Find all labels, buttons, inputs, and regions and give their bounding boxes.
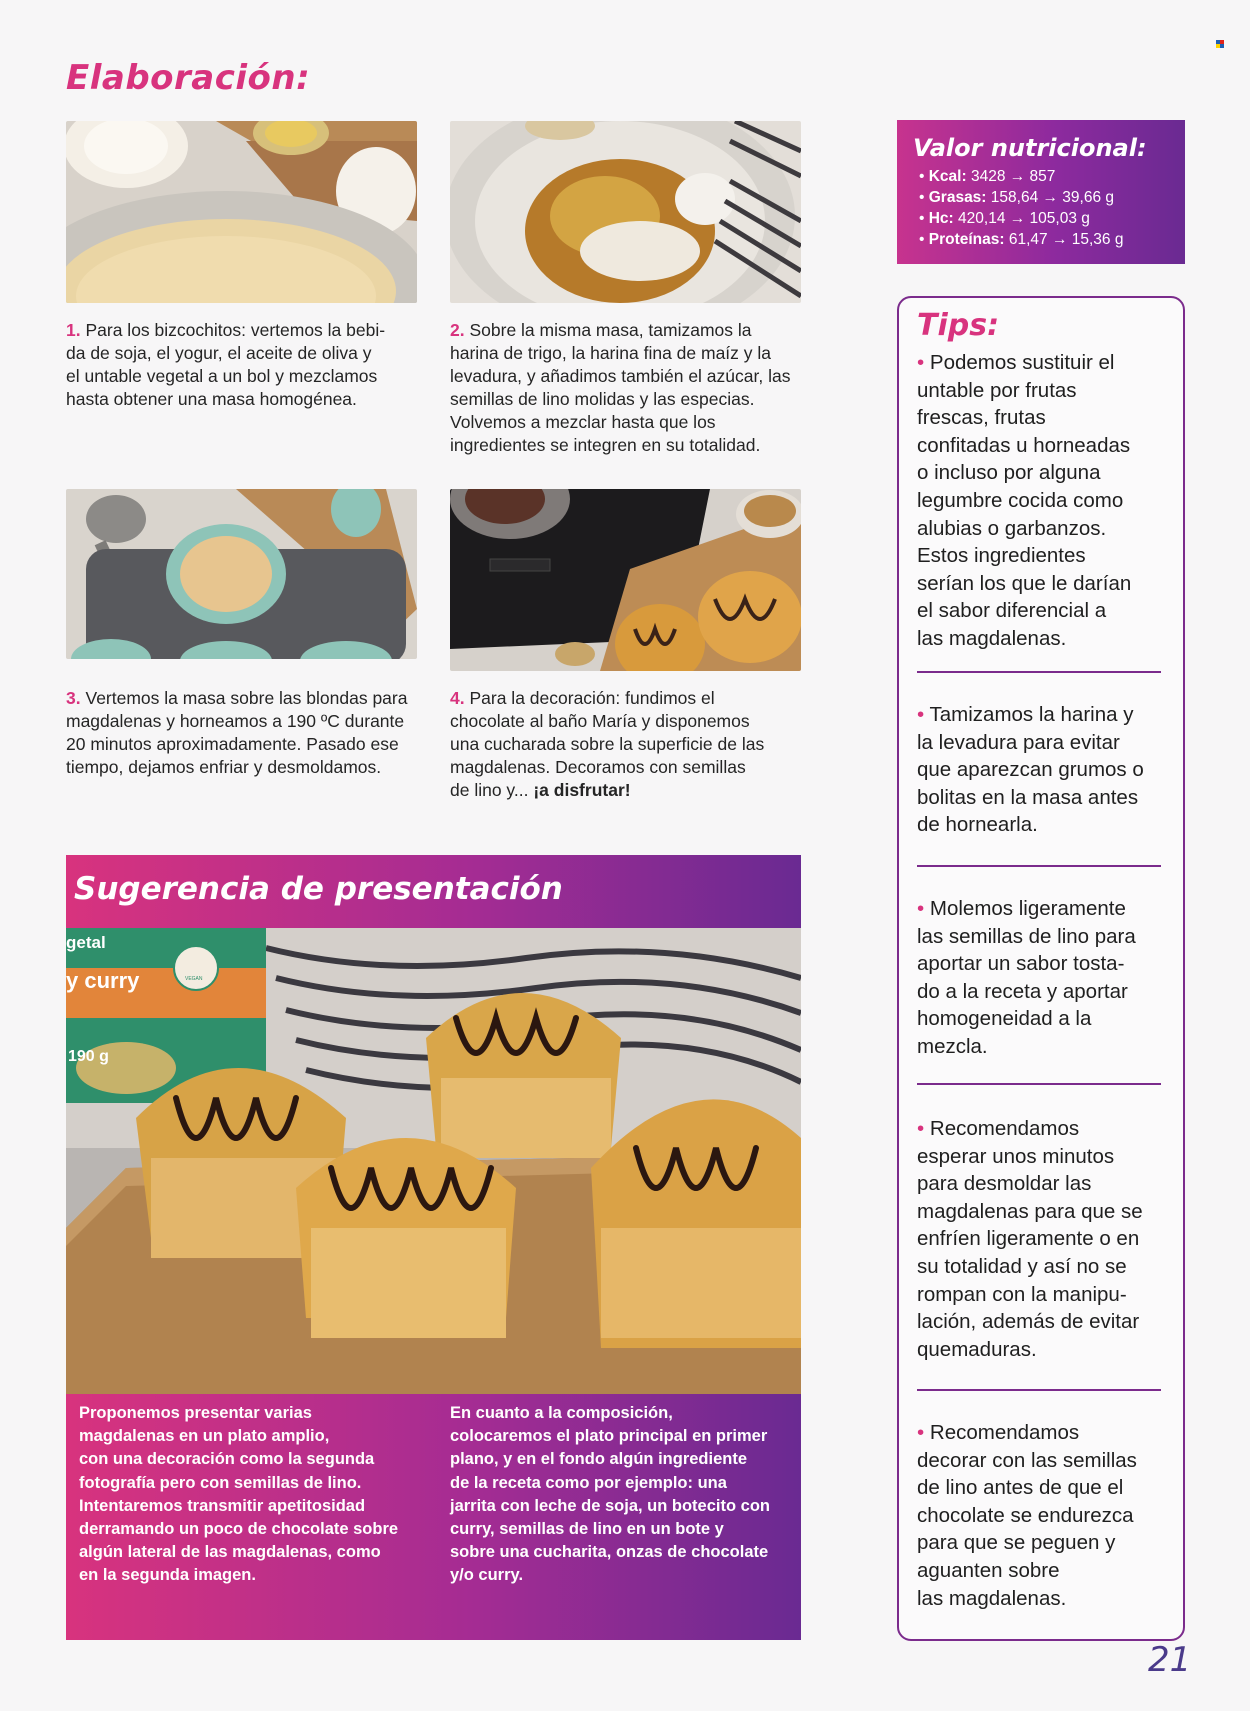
bullet-icon: • bbox=[917, 1421, 925, 1444]
tip-item: • Tamizamos la harina y la levadura para evitar que aparezcan grumos o bolitas en la masa antes de hornearla. bbox=[917, 703, 1144, 837]
tips-divider bbox=[917, 1389, 1161, 1391]
tips-divider bbox=[917, 671, 1161, 673]
tip-item: • Molemos ligeramente las semillas de lino para aportar un sabor tosta- do a la receta y aportar homogeneidad a la mezcla. bbox=[917, 897, 1136, 1058]
nutrition-item-kcal: • Kcal: 3428 → 857 bbox=[919, 168, 1056, 185]
package-label: 190 g bbox=[68, 1048, 109, 1065]
presentation-text-left: Proponemos presentar varias magdalenas en un plato amplio, con una decoración como la segunda fotografía pero con semillas de lino. Intentaremos transmitir apetitosidad derramando un poco de chocolate sobre algún lateral de las magdalenas, como en la segunda imagen. bbox=[79, 1404, 399, 1585]
tip-item: • Recomendamos esperar unos minutos para desmoldar las magdalenas para que se enfríen ligeramente o en su totalidad y así no se rompan con la manipu- lación, además de evitar quemaduras. bbox=[917, 1117, 1143, 1361]
step-2-photo bbox=[450, 121, 801, 303]
bullet-icon: • bbox=[917, 351, 925, 374]
presentation-photo bbox=[66, 928, 801, 1394]
step-number: 1. bbox=[66, 320, 81, 340]
tips-divider bbox=[917, 865, 1161, 867]
tip-item: • Podemos sustituir el untable por frutas frescas, frutas confitadas u horneadas o incluso por alguna legumbre cocida como alubias o garbanzos. Estos ingredientes serían los que le darían el sabor diferencial a las magdalenas. bbox=[917, 351, 1132, 650]
bullet-icon: • bbox=[917, 1117, 925, 1140]
step-4-text bbox=[450, 687, 810, 802]
step-4-photo bbox=[450, 489, 801, 671]
presentation-text-right: En cuanto a la composición, colocaremos el plato principal en primer plano, y en el fondo algún ingrediente de la receta como por ejemplo: una jarrita con leche de soja, un botecito con curry, semillas de lino en un bote y sobre una cucharita, onzas de chocolate y/o curry. bbox=[450, 1404, 770, 1585]
step-number: 4. bbox=[450, 688, 465, 708]
step-number: 3. bbox=[66, 688, 81, 708]
nutrition-title: Valor nutricional: bbox=[913, 134, 1147, 162]
brand-logo-icon bbox=[1216, 33, 1224, 41]
presentation-header bbox=[66, 855, 801, 928]
package-label: y curry bbox=[66, 968, 140, 993]
tip-item: • Recomendamos decorar con las semillas de lino antes de que el chocolate se endurezca para que se peguen y aguanten sobre las magdalenas. bbox=[917, 1421, 1137, 1610]
page-number: 21 bbox=[1148, 1640, 1192, 1680]
package-label: getal bbox=[66, 933, 106, 952]
tips-title: Tips: bbox=[917, 308, 1000, 343]
vegan-badge: VEGAN bbox=[185, 976, 203, 982]
nutrition-list bbox=[913, 166, 1185, 250]
step-description: Sobre la misma masa, tamizamos la harina de trigo, la harina fina de maíz y la levadura, y añadimos también el azúcar, las semillas de lino molidas y las especias. Volvemos a mezclar hasta que los ingredientes se integren en su totalidad. bbox=[450, 320, 791, 455]
step-number: 2. bbox=[450, 320, 465, 340]
tips-divider bbox=[917, 1083, 1161, 1085]
step-description: Vertemos la masa sobre las blondas para magdalenas y horneamos a 190 ºC durante 20 minutos aproximadamente. Pasado ese tiempo, dejamos enfriar y desmoldamos. bbox=[66, 688, 408, 777]
bullet-icon: • bbox=[917, 703, 925, 726]
tips-panel bbox=[897, 296, 1185, 1641]
nutrition-item-fat: • Grasas: 158,64 → 39,66 g bbox=[919, 189, 1115, 206]
nutrition-panel bbox=[897, 120, 1185, 264]
nutrition-item-carbs: • Hc: 420,14 → 105,03 g bbox=[919, 210, 1090, 227]
bullet-icon: • bbox=[917, 897, 925, 920]
step-closing: ¡a disfrutar! bbox=[533, 780, 631, 800]
nutrition-item-protein: • Proteínas: 61,47 → 15,36 g bbox=[919, 231, 1124, 248]
step-description: Para la decoración: fundimos el chocolate al baño María y disponemos una cucharada sobre la superficie de las magdalenas. Decoramos con semillas de lino y... bbox=[450, 688, 765, 800]
step-3-photo bbox=[66, 489, 417, 659]
step-description: Para los bizcochitos: vertemos la bebi- da de soja, el yogur, el aceite de oliva y el untable vegetal a un bol y mezclamos hasta obtener una masa homogénea. bbox=[66, 320, 386, 409]
section-heading: Elaboración: bbox=[66, 58, 311, 98]
presentation-title: Sugerencia de presentación bbox=[74, 871, 563, 907]
step-2-text bbox=[450, 319, 810, 457]
step-1-photo bbox=[66, 121, 417, 303]
step-3-text bbox=[66, 687, 416, 779]
step-1-text bbox=[66, 319, 416, 411]
presentation-footer bbox=[66, 1394, 801, 1640]
